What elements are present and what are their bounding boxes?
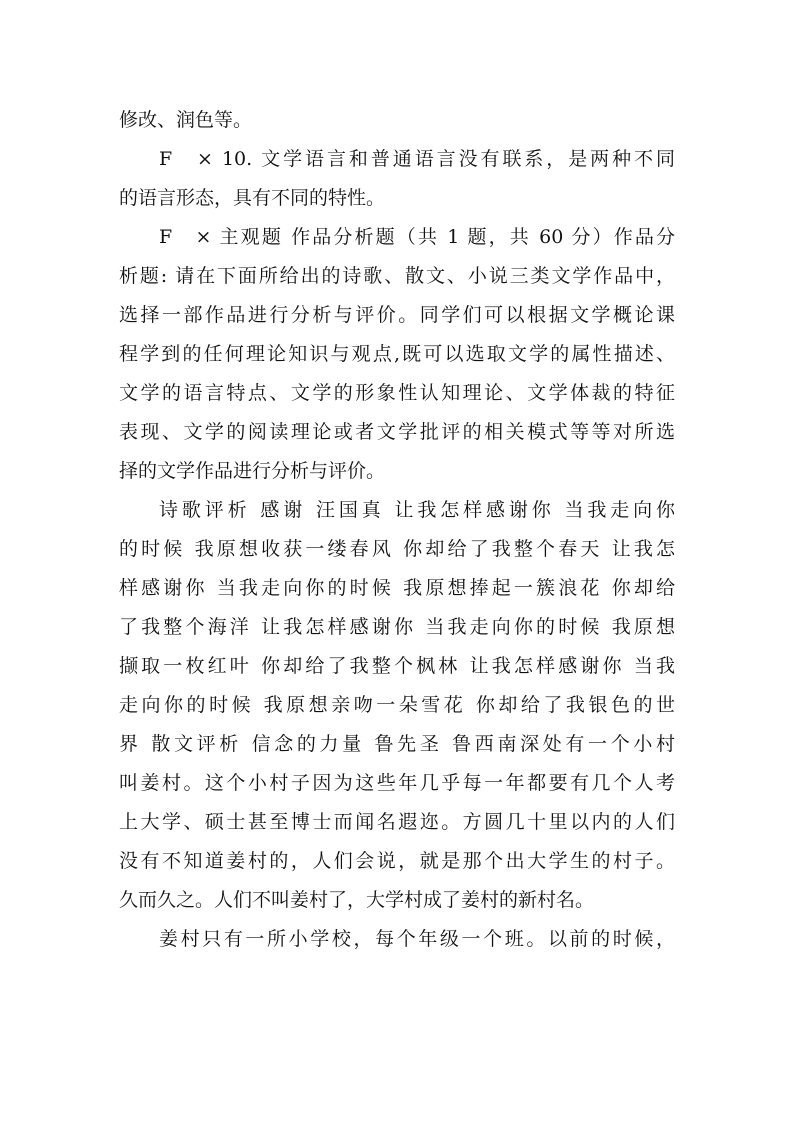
- text-line: 走向你的时候 我原想亲吻一朵雪花 你却给了我银色的世: [119, 694, 675, 716]
- text-line: 修改、润色等。: [119, 109, 253, 131]
- text-line: 撷取一枚红叶 你却给了我整个枫林 让我怎样感谢你 当我: [119, 655, 675, 677]
- text-line: 上大学、硕士甚至博士而闻名遐迩。方圆几十里以内的人们: [119, 811, 675, 833]
- text-line: 表现、文学的阅读理论或者文学批评的相关模式等等对所选: [119, 421, 675, 443]
- text-line: 文学的语言特点、文学的形象性认知理论、文学体裁的特征: [119, 382, 675, 404]
- text-line: 久而久之。人们不叫姜村了，大学村成了姜村的新村名。: [119, 889, 595, 911]
- text-line: 选择一部作品进行分析与评价。同学们可以根据文学概论课: [119, 304, 675, 326]
- text-line: 没有不知道姜村的，人们会说，就是那个出大学生的村子。: [119, 850, 675, 872]
- text-line: 析题: 请在下面所给出的诗歌、散文、小说三类文学作品中，: [119, 265, 675, 287]
- document-body: [119, 101, 675, 959]
- text-line: 择的文学作品进行分析与评价。: [119, 460, 386, 482]
- text-line: 的时候 我原想收获一缕春风 你却给了我整个春天 让我怎: [119, 538, 675, 560]
- text-line: 的语言形态，具有不同的特性。: [119, 187, 386, 209]
- text-line: 程学到的任何理论知识与观点,既可以选取文学的属性描述、: [119, 343, 675, 365]
- text-line: 叫姜村。这个小村子因为这些年几乎每一年都要有几个人考: [119, 772, 675, 794]
- text-line: 诗歌评析 感谢 汪国真 让我怎样感谢你 当我走向你: [159, 499, 675, 521]
- text-line: 样感谢你 当我走向你的时候 我原想捧起一簇浪花 你却给: [119, 577, 675, 599]
- text-line: F × 10. 文学语言和普通语言没有联系，是两种不同: [159, 148, 675, 170]
- text-line: 界 散文评析 信念的力量 鲁先圣 鲁西南深处有一个小村: [119, 733, 675, 755]
- text-line: 了我整个海洋 让我怎样感谢你 当我走向你的时候 我原想: [119, 616, 675, 638]
- text-line: F × 主观题 作品分析题（共 1 题，共 60 分）作品分: [159, 226, 675, 248]
- text-line: 姜村只有一所小学校，每个年级一个班。以前的时候，: [159, 928, 675, 950]
